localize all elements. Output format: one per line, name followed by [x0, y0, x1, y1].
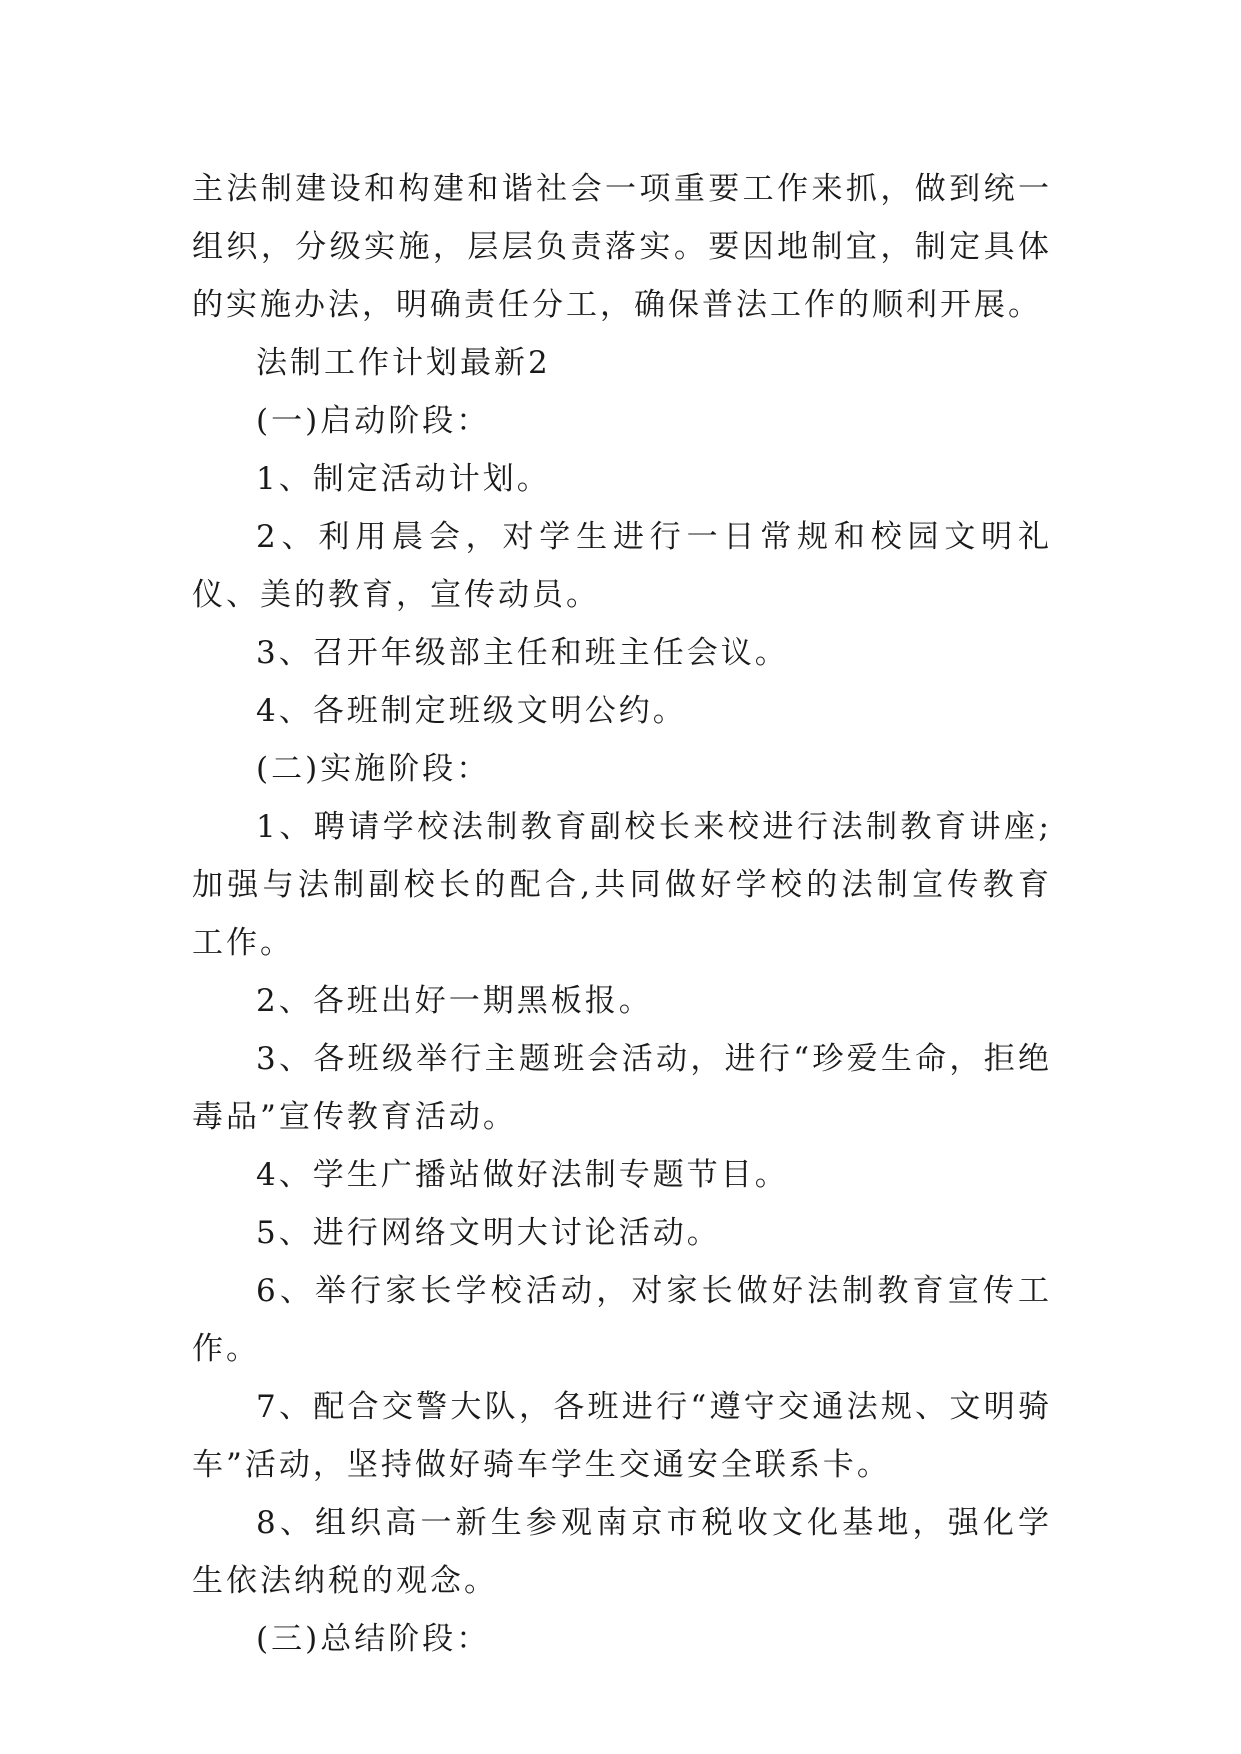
document-body [192, 160, 1052, 1668]
list-item: 5、进行网络文明大讨论活动。 [256, 1215, 721, 1251]
section-heading: 法制工作计划最新2 [256, 345, 551, 381]
list-item: 3、各班级举行主题班会活动，进行“珍爱生命，拒绝毒品”宣传教育活动。 [192, 1041, 1052, 1135]
list-item: 1、制定活动计划。 [256, 461, 551, 497]
paragraph-continuation: 主法制建设和构建和谐社会一项重要工作来抓，做到统一组织，分级实施，层层负责落实。要因地制宜，制定具体的实施办法，明确责任分工，确保普法工作的顺利开展。 [192, 171, 1052, 323]
list-item: 4、学生广播站做好法制专题节目。 [256, 1157, 789, 1193]
list-item: 8、组织高一新生参观南京市税收文化基地，强化学生依法纳税的观念。 [192, 1505, 1052, 1599]
list-item: 1、聘请学校法制教育副校长来校进行法制教育讲座;加强与法制副校长的配合,共同做好学校的法制宣传教育工作。 [192, 809, 1052, 961]
list-item: 3、召开年级部主任和班主任会议。 [256, 635, 789, 671]
list-item: 4、各班制定班级文明公约。 [256, 693, 687, 729]
list-item: 6、举行家长学校活动，对家长做好法制教育宣传工作。 [192, 1273, 1052, 1367]
list-item: 2、利用晨会，对学生进行一日常规和校园文明礼仪、美的教育，宣传动员。 [192, 519, 1052, 613]
list-item: 7、配合交警大队，各班进行“遵守交通法规、文明骑车”活动，坚持做好骑车学生交通安全联系卡。 [192, 1389, 1052, 1483]
phase-heading-summary: (三)总结阶段： [256, 1621, 491, 1657]
phase-heading-start: (一)启动阶段： [256, 403, 491, 439]
phase-heading-implement: (二)实施阶段： [256, 751, 491, 787]
list-item: 2、各班出好一期黑板报。 [256, 983, 653, 1019]
